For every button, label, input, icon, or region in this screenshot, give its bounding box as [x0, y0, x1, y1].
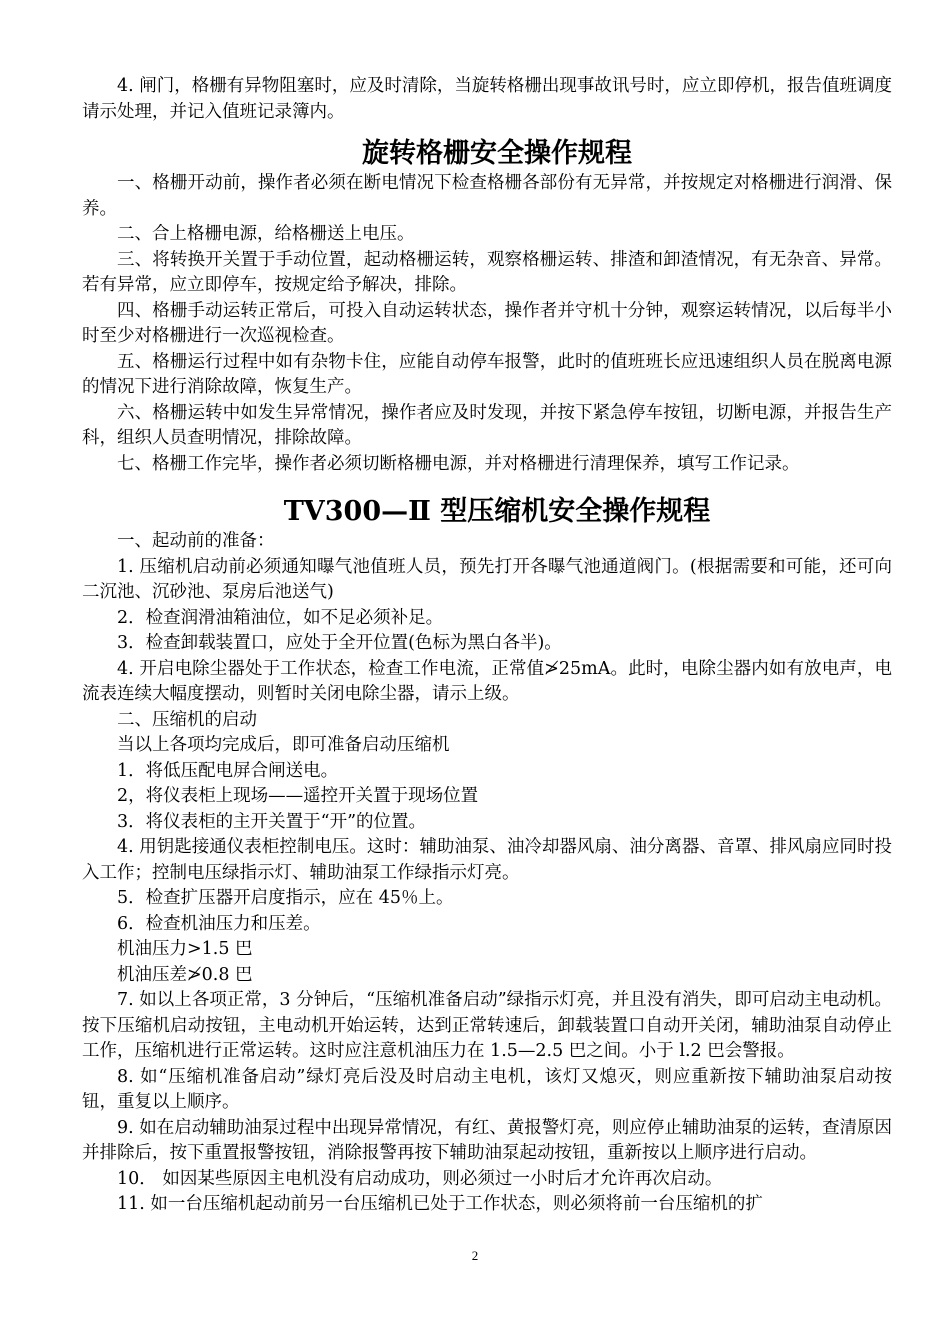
paragraph: 当以上各项均完成后，即可准备启动压缩机 [117, 735, 450, 755]
paragraph: 五、格栅运行过程中如有杂物卡住，应能自动停车报警，此时的值班班长应迅速组织人员在脱离电源的情况下进行消除故障，恢复生产。 [82, 351, 892, 397]
paragraph: 四、格栅手动运转正常后，可投入自动运转状态，操作者并守机十分钟，观察运转情况，以后每半小时至少对格栅进行一次巡视检查。 [82, 300, 892, 346]
paragraph: 10． 如因某些原因主电机没有启动成功，则必须过一小时后才允许再次启动。 [117, 1168, 723, 1189]
paragraph: 六、格栅运转中如发生异常情况，操作者应及时发现，并按下紧急停车按钮，切断电源，并报告生产科，组织人员查明情况，排除故障。 [82, 402, 892, 448]
paragraph: 6．检查机油压力和压差。 [117, 913, 321, 934]
paragraph: 2．检查润滑油箱油位，如不足必须补足。 [117, 607, 444, 628]
paragraph: 3．检查卸载装置口，应处于全开位置(色标为黑白各半)。 [117, 633, 562, 653]
paragraph: 机油压差≯0.8 巴 [117, 964, 253, 985]
paragraph: 5．检查扩压器开启度指示，应在 45％上。 [117, 888, 454, 908]
paragraph: 二、压缩机的启动 [117, 709, 257, 730]
paragraph: 9. 如在启动辅助油泵过程中出现异常情况，有红、黄报警灯亮，则应停止辅助油泵的运转，查清原因并排除后，按下重置报警按钮，消除报警再按下辅助油泵起动按钮，重新按以上顺序进行启动。 [82, 1117, 892, 1163]
paragraph: 2，将仪表柜上现场——遥控开关置于现场位置 [117, 786, 479, 806]
paragraph: 7. 如以上各项正常，3 分钟后，“压缩机准备启动”绿指示灯亮，并且没有消失，即可启动主电动机。按下压缩机启动按钮，主电动机开始运转，达到正常转速后，卸载装置口自动开关闭，辅助油泵自动停止工作，压缩机进行正常运转。这时应注意机油压力在 1.5—2.5 巴之间。小于 l.2 巴会警报。 [82, 990, 892, 1061]
page-number: 2 [471, 1248, 479, 1263]
paragraph: 4. 用钥匙接通仪表柜控制电压。这时：辅助油泵、油冷却器风扇、油分离器、音罩、排风扇应同时投入工作；控制电压绿指示灯、辅助油泵工作绿指示灯亮。 [82, 837, 892, 883]
paragraph: 1．将低压配电屏合闸送电。 [117, 760, 339, 781]
paragraph: 4. 开启电除尘器处于工作状态，检查工作电流，正常值≯25mA。此时，电除尘器内如有放电声，电流表连续大幅度摆动，则暂时关闭电除尘器，请示上级。 [82, 658, 892, 704]
paragraph: 1. 压缩机启动前必须通知曝气池值班人员，预先打开各曝气池通道阀门。(根据需要和可能，还可向二沉池、沉砂池、泵房后池送气) [82, 556, 892, 602]
paragraph: 3．将仪表柜的主开关置于“开”的位置。 [117, 811, 427, 832]
paragraph: 一、格栅开动前，操作者必须在断电情况下检查格栅各部份有无异常，并按规定对格栅进行润滑、保养。 [82, 173, 892, 219]
paragraph: 七、格栅工作完毕，操作者必须切断格栅电源，并对格栅进行清理保养，填写工作记录。 [117, 453, 800, 474]
paragraph: 8. 如“压缩机准备启动”绿灯亮后没及时启动主电机，该灯又熄灭，则应重新按下辅助油泵启动按钮，重复以上顺序。 [82, 1066, 892, 1112]
section-rotary-grille-body [82, 171, 892, 477]
paragraph: 机油压力>1.5 巴 [117, 939, 253, 959]
intro-paragraph-4: 4. 闸门，格栅有异物阻塞时，应及时清除，当旋转格栅出现事故讯号时，应立即停机，报告值班调度请示处理，并记入值班记录簿内。 [82, 76, 892, 122]
paragraph: 一、起动前的准备： [117, 531, 275, 551]
document-page [82, 74, 892, 1218]
paragraph: 11. 如一台压缩机起动前另一台压缩机已处于工作状态，则必须将前一台压缩机的扩 [117, 1194, 763, 1214]
paragraph: 二、合上格栅电源，给格栅送上电压。 [117, 224, 415, 244]
section-title-compressor: TV300—Ⅱ 型压缩机安全操作规程 [283, 496, 711, 527]
section-title-rotary-grille: 旋转格栅安全操作规程 [362, 138, 632, 169]
paragraph: 三、将转换开关置于手动位置，起动格栅运转，观察格栅运转、排渣和卸渣情况，有无杂音、异常。若有异常，应立即停车，按规定给予解决，排除。 [82, 249, 892, 295]
section-compressor-body [82, 529, 892, 1218]
